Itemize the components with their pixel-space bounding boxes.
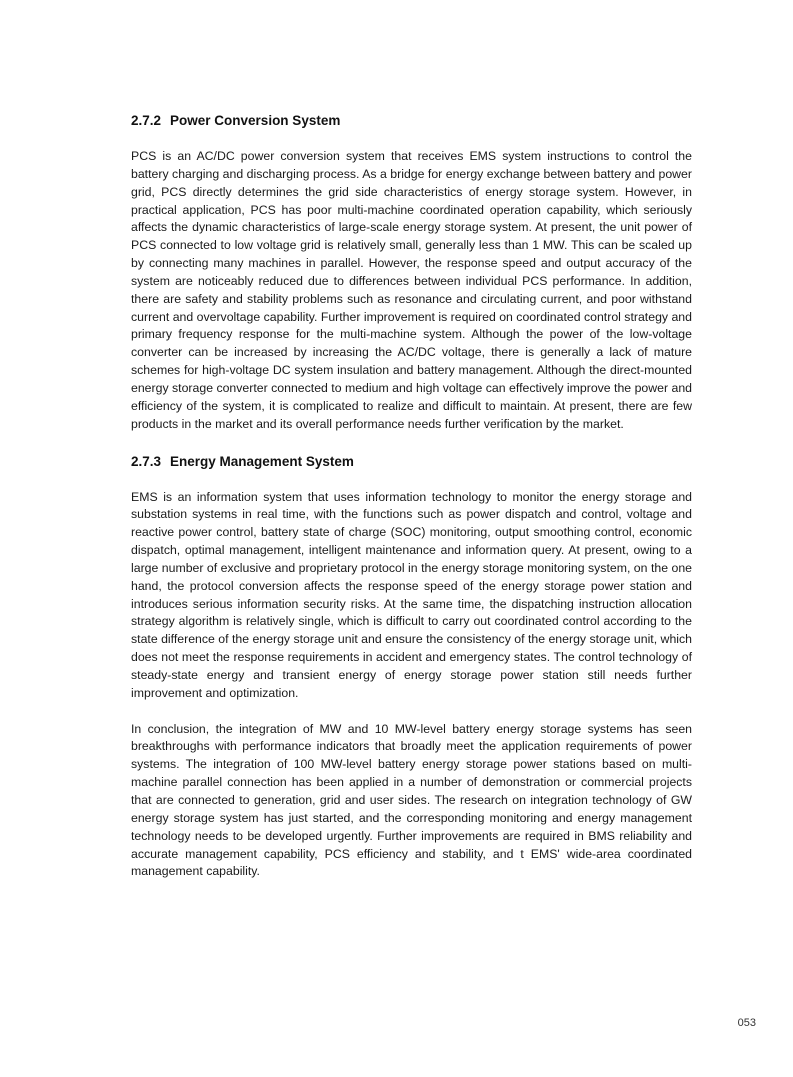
section-heading-ems xyxy=(131,453,692,470)
paragraph-pcs: PCS is an AC/DC power conversion system that receives EMS system instructions to control the battery charging and discharging process. As a bridge for energy exchange between battery and power grid, PCS directly determines the grid side characteristics of energy storage system. However, in practical application, PCS has poor multi-machine coordinated operation capability, which seriously affects the dynamic characteristics of large-scale energy storage system. At present, the unit power of PCS connected to low voltage grid is relatively small, generally less than 1 MW. This can be scaled up by connecting many machines in parallel. However, the response speed and output accuracy of the system are noticeably reduced due to differences between individual PCS performance. In addition, there are safety and stability problems such as resonance and circulating current, and poor withstand current and overvoltage capability. Further improvement is required on coordinated control strategy and primary frequency response for the multi-machine system. Although the power of the low-voltage converter can be increased by increasing the AC/DC voltage, there is generally a lack of mature schemes for high-voltage DC system insulation and battery management. Although the direct-mounted energy storage converter connected to medium and high voltage can effectively improve the power and efficiency of the system, it is complicated to realize and difficult to maintain. At present, there are few products in the market and its overall performance needs further verification by the market. xyxy=(131,149,692,431)
section-title: Energy Management System xyxy=(170,453,354,469)
section-heading-pcs xyxy=(131,112,692,129)
section-title: Power Conversion System xyxy=(170,113,341,128)
section-number: 2.7.2 xyxy=(131,113,162,128)
page-number: 053 xyxy=(737,1017,756,1029)
paragraph-ems: EMS is an information system that uses information technology to monitor the energy storage and substation systems in real time, with the functions such as power dispatch and control, voltage and reactive power control, battery state of charge (SOC) monitoring, output smoothing control, economic dispatch, optimal management, intelligent maintenance and information query. At present, owing to a large number of exclusive and proprietary protocol in the energy storage monitoring system, on the one hand, the protocol conversion affects the response speed of the energy storage power station and introduces serious information security risks. At the same time, the dispatching instruction allocation strategy algorithm is relatively single, which is difficult to carry out coordinated control according to the state difference of the energy storage unit and ensure the consistency of the energy storage unit, which does not meet the response requirements in accident and emergency states. The control technology of steady-state energy and transient energy of energy storage power station still needs further improvement and optimization. xyxy=(131,489,692,700)
section-number: 2.7.3 xyxy=(131,453,162,469)
paragraph-conclusion: In conclusion, the integration of MW and 10 MW-level battery energy storage systems has seen breakthroughs with performance indicators that broadly meet the application requirements of power systems. The integration of 100 MW-level battery energy storage power stations based on multi-machine parallel connection has been applied in a number of demonstration or commercial projects that are connected to generation, grid and user sides. The research on integration technology of GW energy storage system has just started, and the corresponding monitoring and energy management technology needs to be developed urgently. Further improvements are required in BMS reliability and accurate management capability, PCS efficiency and stability, and t EMS' wide-area coordinated management capability. xyxy=(131,721,692,879)
document-page xyxy=(131,112,692,881)
